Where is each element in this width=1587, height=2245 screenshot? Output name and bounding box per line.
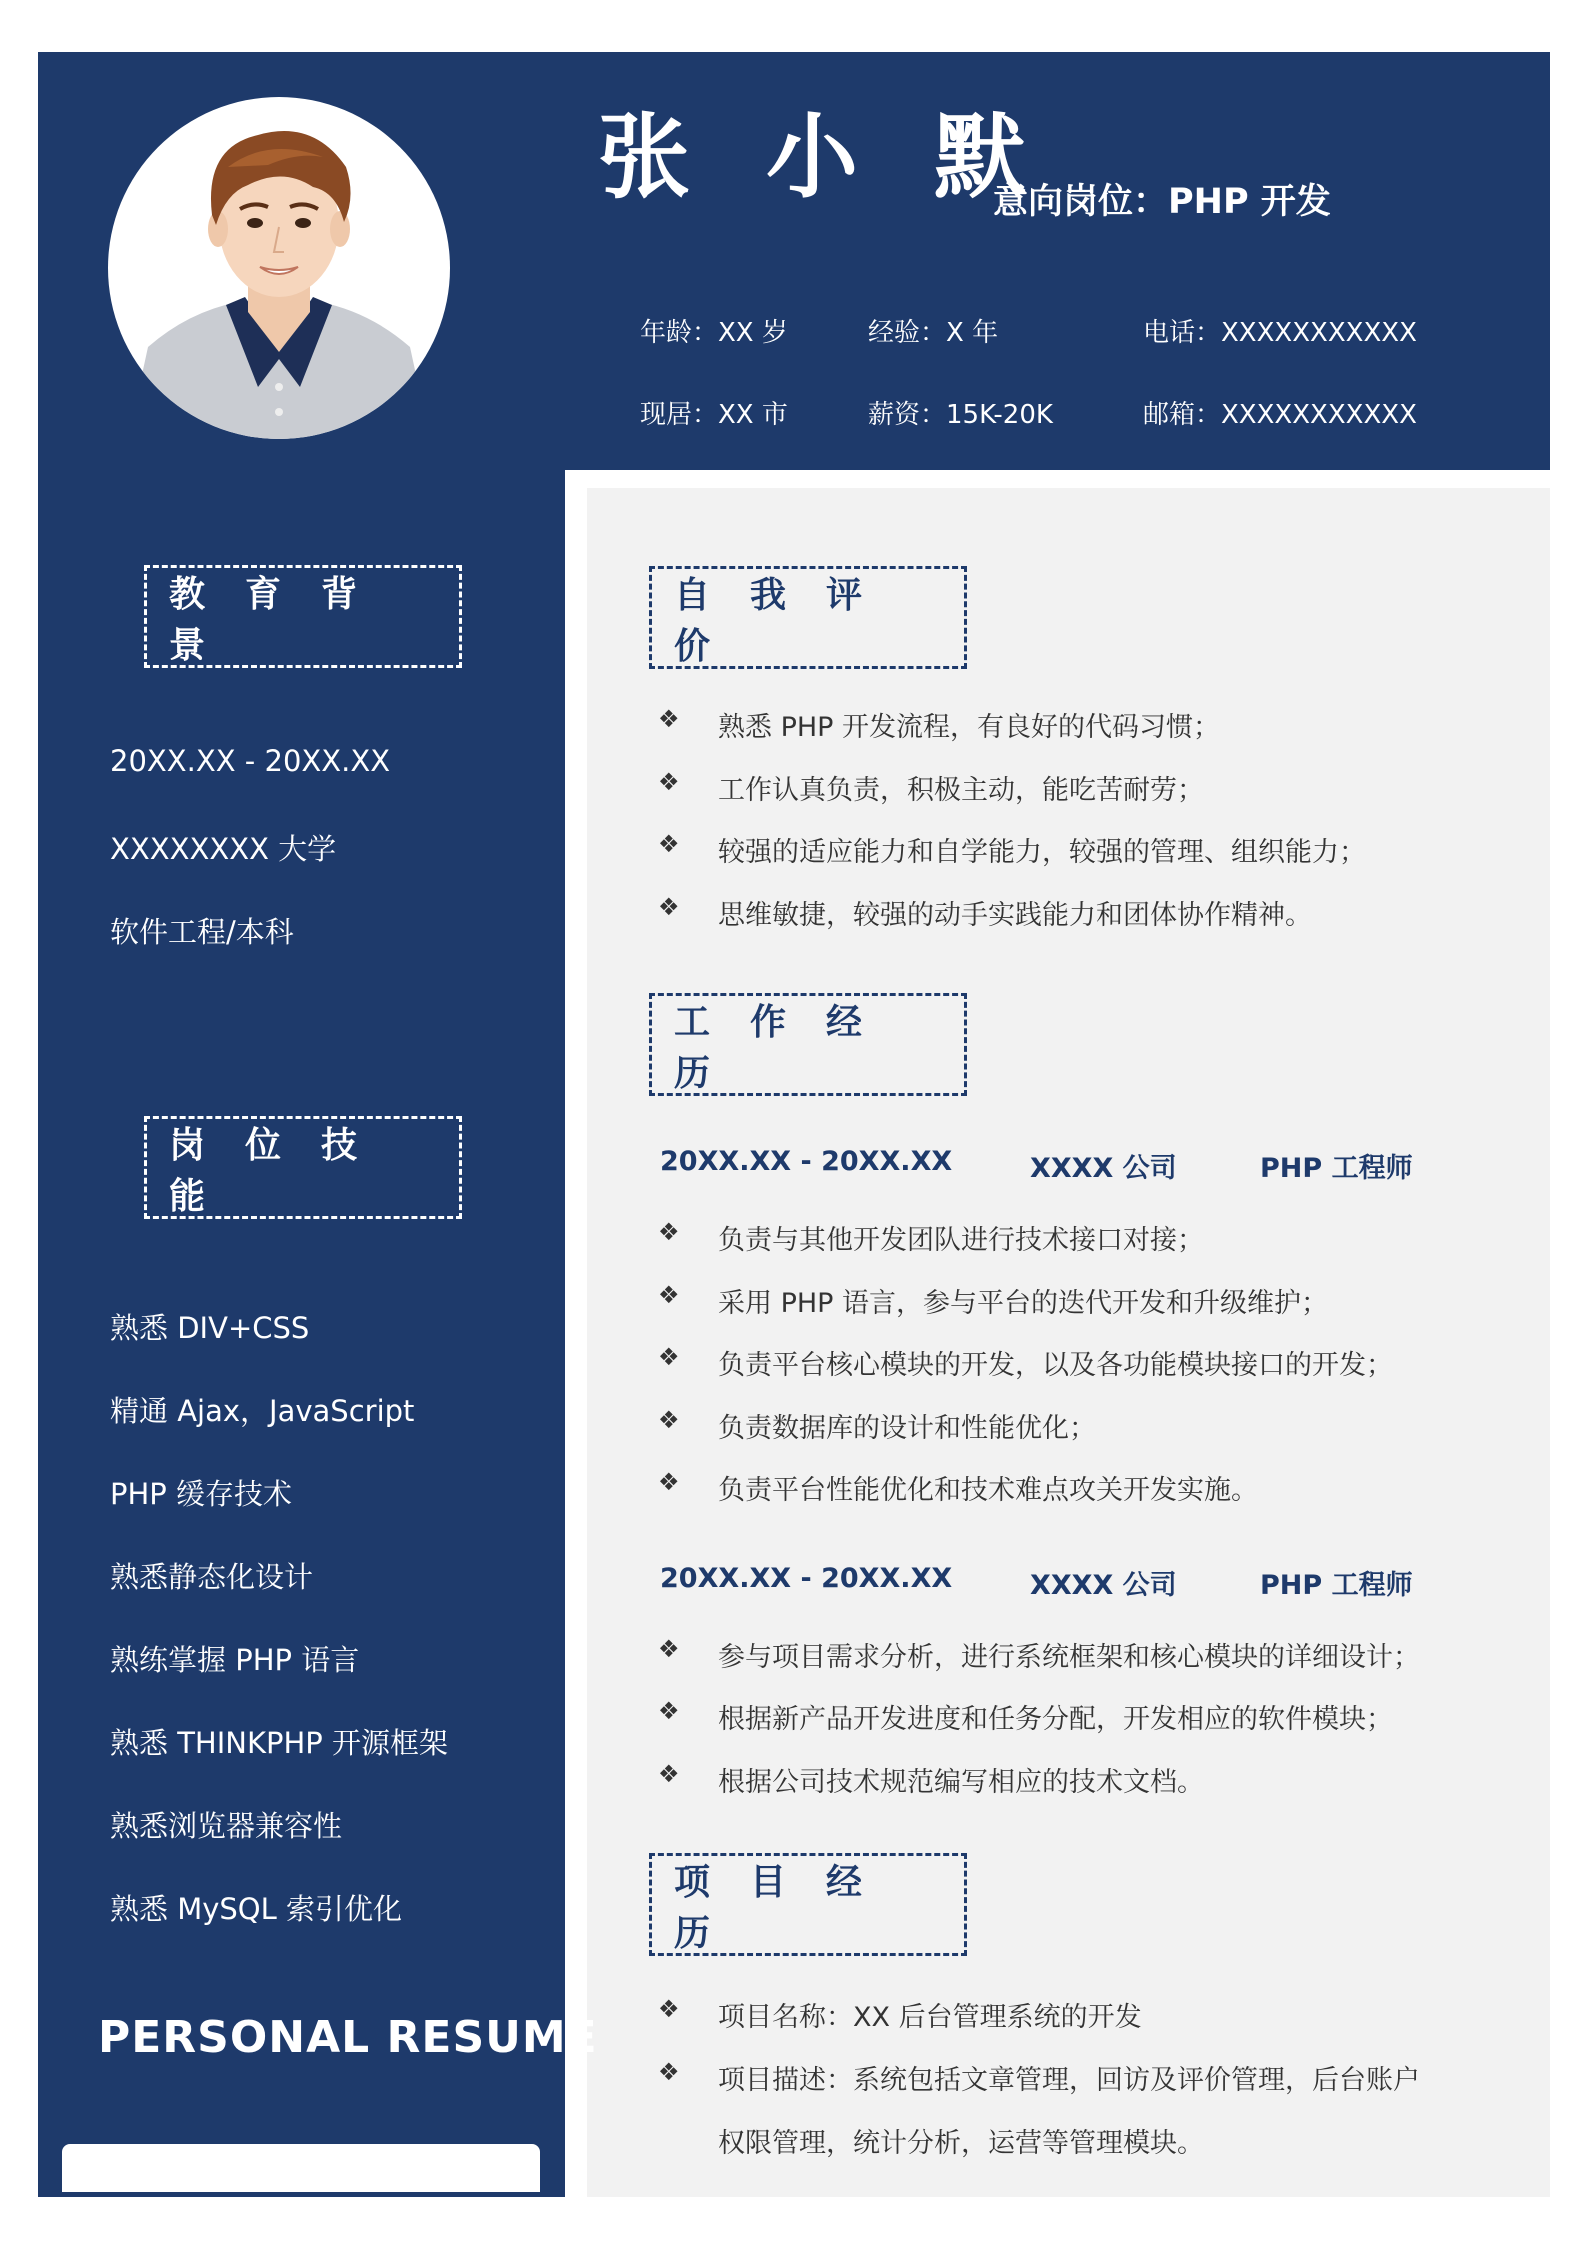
job-role: PHP 工程师 <box>1260 1570 1413 1601</box>
bullet-icon: ❖ <box>658 1635 680 1663</box>
list-item: ❖ 参与项目需求分析，进行系统框架和核心模块的详细设计； <box>658 1635 1420 1673</box>
skill-item: PHP 缓存技术 <box>110 1477 293 1511</box>
list-item: ❖ 负责平台性能优化和技术难点攻关开发实施。 <box>658 1468 1258 1506</box>
bullet-icon: ❖ <box>658 1468 680 1496</box>
list-item: ❖ 负责与其他开发团队进行技术接口对接； <box>658 1218 1204 1256</box>
bullet-icon: ❖ <box>658 1697 680 1725</box>
info-phone: 电话：XXXXXXXXXXX <box>1143 318 1417 348</box>
portrait-illustration <box>108 97 450 439</box>
list-item: ❖ 负责数据库的设计和性能优化； <box>658 1406 1096 1444</box>
list-item: ❖ 负责平台核心模块的开发，以及各功能模块接口的开发； <box>658 1343 1393 1381</box>
info-salary: 薪资：15K-20K <box>868 400 1053 430</box>
candidate-name: 张 小 默 <box>598 104 1049 211</box>
skill-item: 熟悉浏览器兼容性 <box>110 1809 343 1843</box>
list-item: ❖ 采用 PHP 语言，参与平台的迭代开发和升级维护； <box>658 1281 1329 1319</box>
info-experience: 经验：X 年 <box>868 318 999 348</box>
list-item: ❖ 根据新产品开发进度和任务分配，开发相应的软件模块； <box>658 1697 1393 1735</box>
info-email: 邮箱：XXXXXXXXXXX <box>1143 400 1417 430</box>
info-age: 年龄：XX 岁 <box>640 318 788 348</box>
job-period: 20XX.XX - 20XX.XX <box>660 1146 953 1177</box>
job-company: XXXX 公司 <box>1030 1153 1177 1184</box>
project-title: 项目经历 <box>649 1853 967 1956</box>
list-item: ❖ 工作认真负责，积极主动，能吃苦耐劳； <box>658 768 1204 806</box>
info-residence: 现居：XX 市 <box>640 400 788 430</box>
bullet-icon: ❖ <box>658 1343 680 1371</box>
bullet-icon: ❖ <box>658 1281 680 1309</box>
self-eval-title: 自我评价 <box>649 566 967 669</box>
bullet-icon: ❖ <box>658 1218 680 1246</box>
job-role: PHP 工程师 <box>1260 1153 1413 1184</box>
bullet-icon: ❖ <box>658 893 680 921</box>
bullet-icon: ❖ <box>658 768 680 796</box>
skill-item: 熟悉 THINKPHP 开源框架 <box>110 1726 449 1760</box>
education-period: 20XX.XX - 20XX.XX <box>110 744 391 778</box>
skill-item: 熟悉 MySQL 索引优化 <box>110 1892 403 1926</box>
skill-item: 熟悉 DIV+CSS <box>110 1311 310 1345</box>
skills-title: 岗位技能 <box>144 1116 462 1219</box>
list-item: ❖ 根据公司技术规范编写相应的技术文档。 <box>658 1760 1204 1798</box>
education-title: 教育背景 <box>144 565 462 668</box>
list-item-continuation: 权限管理，统计分析，运营等管理模块。 <box>718 2128 1204 2159</box>
avatar <box>108 97 450 439</box>
bullet-icon: ❖ <box>658 1995 680 2023</box>
skill-item: 熟悉静态化设计 <box>110 1560 314 1594</box>
target-job: 意向岗位：PHP 开发 <box>993 182 1331 222</box>
bottom-tab-decoration <box>62 2144 540 2192</box>
list-item: ❖ 思维敏捷，较强的动手实践能力和团体协作精神。 <box>658 893 1312 931</box>
list-item: ❖ 项目描述：系统包括文章管理，回访及评价管理，后台账户 <box>658 2058 1420 2096</box>
list-item: ❖ 较强的适应能力和自学能力，较强的管理、组织能力； <box>658 830 1366 868</box>
personal-resume-label: PERSONAL RESUME <box>98 2012 598 2063</box>
skill-item: 精通 Ajax，JavaScript <box>110 1394 415 1428</box>
bullet-icon: ❖ <box>658 1406 680 1434</box>
job-company: XXXX 公司 <box>1030 1570 1177 1601</box>
education-school: XXXXXXXX 大学 <box>110 832 337 866</box>
work-title: 工作经历 <box>649 993 967 1096</box>
skill-item: 熟练掌握 PHP 语言 <box>110 1643 360 1677</box>
bullet-icon: ❖ <box>658 830 680 858</box>
job-period: 20XX.XX - 20XX.XX <box>660 1563 953 1594</box>
bullet-icon: ❖ <box>658 2058 680 2086</box>
education-major: 软件工程/本科 <box>110 915 294 949</box>
bullet-icon: ❖ <box>658 705 680 733</box>
bullet-icon: ❖ <box>658 1760 680 1788</box>
list-item: ❖ 项目名称：XX 后台管理系统的开发 <box>658 1995 1142 2033</box>
list-item: ❖ 熟悉 PHP 开发流程，有良好的代码习惯； <box>658 705 1221 743</box>
